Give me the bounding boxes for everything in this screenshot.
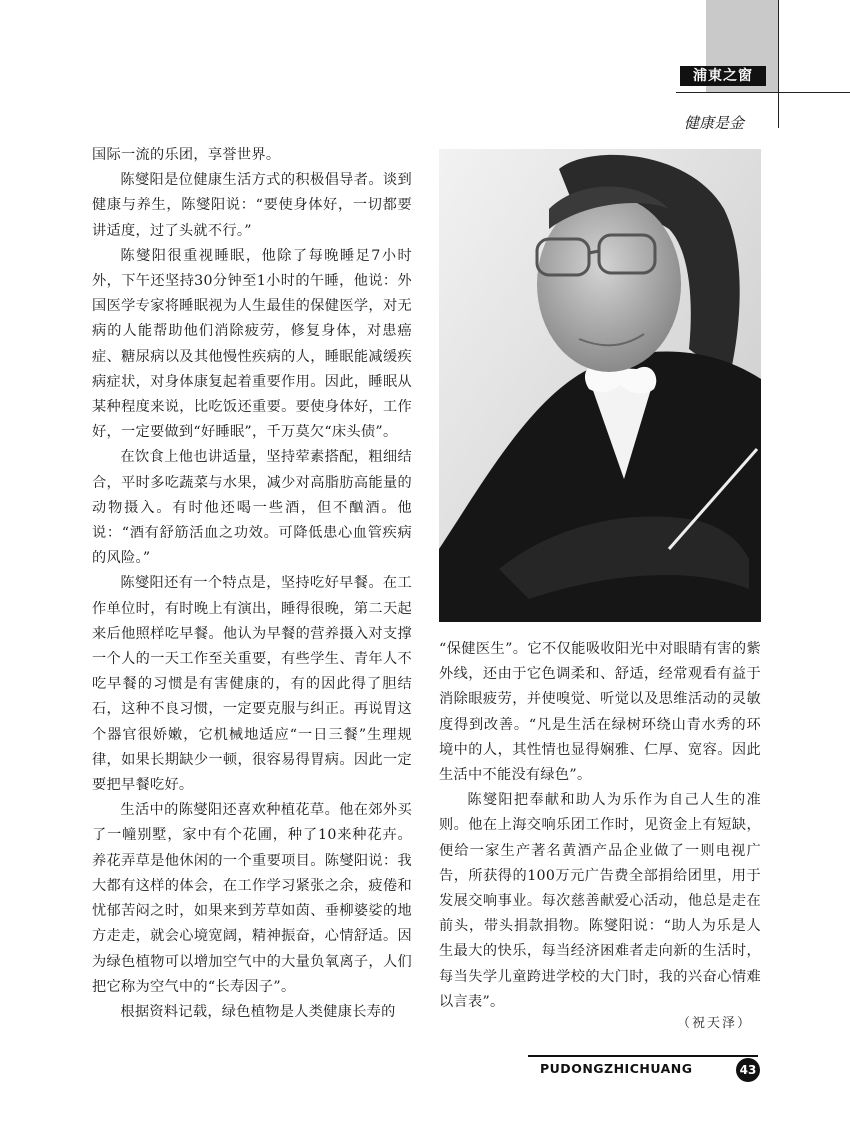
- article-paragraph: 根据资料记载，绿色植物是人类健康长寿的: [120, 1003, 396, 1020]
- portrait-illustration: [439, 149, 761, 622]
- article-author: （祝天泽）: [676, 1016, 752, 1031]
- page-number: 43: [736, 1058, 760, 1082]
- conductor-portrait-photo: [439, 149, 761, 622]
- header-horizontal-rule: [676, 92, 850, 93]
- magazine-logo: 浦東之窗: [680, 66, 766, 86]
- article-paragraph: 生活中的陈燮阳还喜欢种植花草。他在郊外买了一幢别墅，家中有个花圃，种了10来种花卉。养花弄草是他休闲的一个重要项目。陈燮阳说：我大都有这样的体会，在工作学习紧张之余，疲倦和忧郁苦闷之时，如果来到芳草如茵、垂柳婆娑的地方走走，就会心境宽阔，精神振奋，心情舒适。因为绿色植物可以增加空气中的大量负氧离子，人们把它称为空气中的“长寿因子”。: [92, 802, 412, 995]
- footer-magazine-name: PUDONGZHICHUANG: [540, 1061, 693, 1076]
- article-right-column: [439, 637, 761, 1015]
- section-title: 健康是金: [683, 114, 744, 132]
- article-paragraph: 陈燮阳很重视睡眠，他除了每晚睡足7小时外，下午还坚持30分钟至1小时的午睡，他说：外国医学专家将睡眠视为人生最佳的保健医学，对无病的人能帮助他们消除疲劳，修复身体，对患癌症、糖尿病以及其他慢性疾病的人，睡眠能减缓疾病症状，对身体康复起着重要作用。因此，睡眠从某种程度来说，比吃饭还重要。要使身体好，工作好，一定要做到“好睡眠”，千万莫欠“床头债”。: [92, 247, 412, 441]
- article-paragraph: 陈燮阳还有一个特点是，坚持吃好早餐。在工作单位时，有时晚上有演出，睡得很晚，第二天起来后他照样吃早餐。他认为早餐的营养摄入对支撑一个人的一天工作至关重要，有些学生、青年人不吃早餐的习惯是有害健康的，有的因此得了胆结石，这种不良习惯，一定要克服与纠正。再说胃这个器官很娇嫩，它机械地适应“一日三餐”生理规律，如果长期缺少一顿，很容易得胃病。因此一定要把早餐吃好。: [92, 575, 412, 794]
- header-vertical-rule: [778, 0, 779, 128]
- article-paragraph: 在饮食上他也讲适量，坚持荤素搭配，粗细结合，平时多吃蔬菜与水果，减少对高脂肪高能量的动物摄入。有时他还喝一些酒，但不酗酒。他说：“酒有舒筋活血之功效。可降低患心血管疾病的风险。”: [92, 449, 412, 567]
- article-paragraph: “保健医生”。它不仅能吸收阳光中对眼睛有害的紫外线，还由于它色调柔和、舒适，经常观看有益于消除眼疲劳，并使嗅觉、听觉以及思维活动的灵敏度得到改善。“凡是生活在绿树环绕山青水秀的环境中的人，其性情也显得娴雅、仁厚、宽容。因此生活中不能没有绿色”。: [439, 641, 761, 784]
- footer-rule: [528, 1055, 758, 1057]
- article-paragraph: 陈燮阳把奉献和助人为乐作为自己人生的准则。他在上海交响乐团工作时，见资金上有短缺，便给一家生产著名黄酒产品企业做了一则电视广告，所获得的100万元广告费全部捐给团里，用于发展交响事业。每次慈善献爱心活动，他总是走在前头，带头捐款捐物。陈燮阳说：“助人为乐是人生最大的快乐，每当经济困难者走向新的生活时，每当失学儿童跨进学校的大门时，我的兴奋心情难以言表”。: [439, 792, 761, 1010]
- article-paragraph: 陈燮阳是位健康生活方式的积极倡导者。谈到健康与养生，陈燮阳说：“要使身体好，一切都要讲适度，过了头就不行。”: [92, 172, 412, 239]
- article-paragraph: 国际一流的乐团，享誉世界。: [92, 147, 281, 163]
- article-left-column: [92, 143, 412, 1025]
